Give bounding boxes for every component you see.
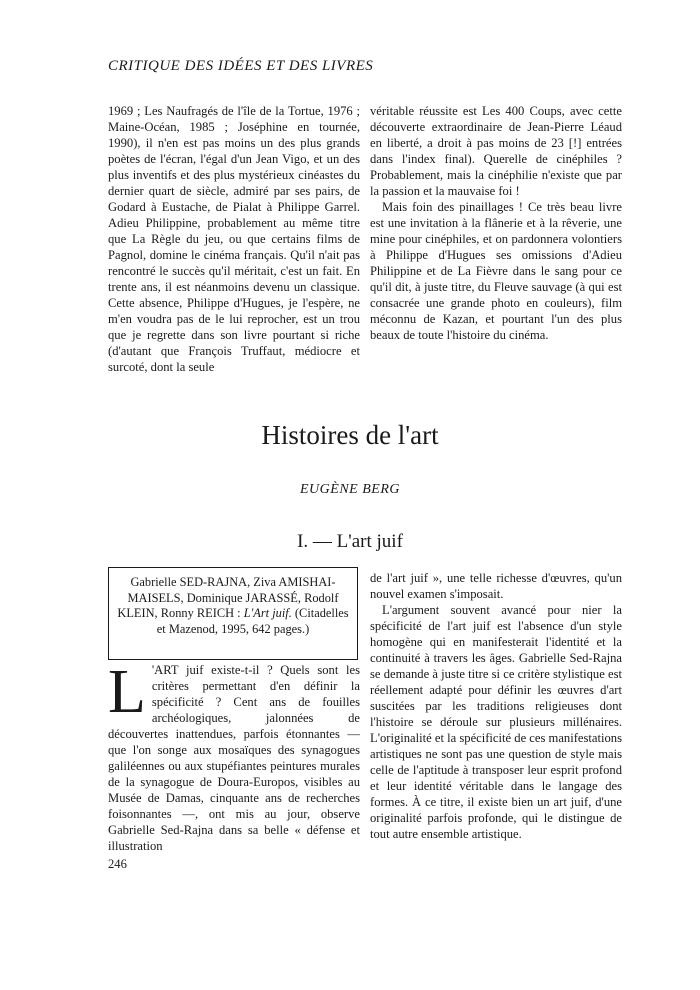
- article-title: Histoires de l'art: [261, 420, 439, 450]
- reference-authors: Gabrielle SED-RAJNA, Ziva AMISHAI-MAISELS, Dominique JARASSÉ, Rodolf KLEIN, Ronny REICH :: [117, 575, 339, 621]
- top-left-column: [108, 103, 360, 375]
- bottom-left-column: [108, 658, 360, 854]
- paragraph: de l'art juif », une telle richesse d'œuvres, qu'un nouvel examen s'imposait.: [370, 571, 622, 601]
- page-number: 246: [108, 857, 127, 871]
- paragraph: L'argument souvent avancé pour nier la spécificité de l'art juif est l'absence d'un style homogène qui en manifesterait l'identité et la continuité à travers les âges. Gabrielle Sed-Rajna se demande à juste titre si ce critère stylistique est réellement adapté pour définir les œuvres d'art suscitées par les traditions religieuses dont l'histoire se déroule sur plusieurs millénaires. L'originalité et la spécificité de ces manifestations artistiques ne sont pas une question de style mais celle de l'aptitude à transposer leur esprit profond et leur identité véritable dans le langage des formes. À ce titre, il existe bien un art juif, d'une originalité parfois profonde, qui le distingue de tout autre ensemble artistique.: [370, 603, 622, 841]
- paragraph: véritable réussite est Les 400 Coups, avec cette découverte extraordinaire de Jean-Pierre Léaud en liberté, a droit à pas moins de 23 [!] entrées dans l'index final). Querelle de cinéphiles ? Probablement, mais la cinéphilie n'existe que par la passion et la mauvaise foi !: [370, 104, 622, 198]
- reference-publisher: (Citadelles et Mazenod, 1995, 642 pages.): [156, 606, 349, 636]
- running-head: CRITIQUE DES IDÉES ET DES LIVRES: [108, 58, 374, 74]
- opening-paragraph: [108, 658, 360, 854]
- paragraph: Mais foin des pinaillages ! Ce très beau livre est une invitation à la flânerie et à la rêverie, une mine pour cinéphiles, et on pardonnera volontiers à Philippe d'Hugues ses omissions d'Adieu Philippine et de La Fièvre dans le sang pour ce qu'il dit, à juste titre, du Fleuve sauvage (à qui est consacrée une grande photo en couleurs), film méconnu de Kazan, et pourtant l'un des plus beaux de toute l'histoire du cinéma.: [370, 200, 622, 342]
- reference-title: L'Art juif.: [243, 606, 292, 621]
- top-right-column: [370, 103, 622, 343]
- drop-cap: L: [108, 658, 146, 726]
- bottom-right-column: [370, 570, 622, 842]
- article-author: EUGÈNE BERG: [300, 482, 400, 497]
- paragraph: 1969 ; Les Naufragés de l'île de la Tortue, 1976 ; Maine-Océan, 1985 ; Joséphine en tournée, 1990), il n'en est pas moins un des plus grands poètes de l'écran, l'égal d'un Jean Vigo, et un des plus inventifs et des plus mystérieux cinéastes du dernier quart de siècle, admiré par ses pairs, de Godard à Eustache, de Pialat à Philippe Garrel. Adieu Philippine, probablement au même titre que La Règle du jeu, ou que certains films de Pagnol, domine le cinéma français. Qu'il n'ait pas rencontré le succès qu'il méritait, c'est un fait. En trente ans, il est néanmoins devenu un classique. Cette absence, Philippe d'Hugues, je l'espère, ne m'en voudra pas de le lui reprocher, est un trou que je regrette dans son livre pourtant si riche (d'autant que François Truffaut, médiocre et surcoté, dont la seule: [108, 104, 360, 374]
- section-title: I. — L'art juif: [297, 531, 403, 552]
- opening-text: 'ART juif existe-t-il ? Quels sont les critères permettant d'en définir la spécificité ? Cent ans de fouilles archéologiques, jalonnées de découvertes inattendues, parfois étonnantes — que l'on songe aux mosaïques des synagogues galiléennes ou aux stupéfiantes peintures murales de la synagogue de Doura-Europos, visibles au Musée de Damas, cinquante ans de recherches foisonnantes —, ont mis au jour, observe Gabrielle Sed-Rajna dans sa belle « défense et illustration: [108, 663, 360, 853]
- book-reference-box: [108, 567, 358, 660]
